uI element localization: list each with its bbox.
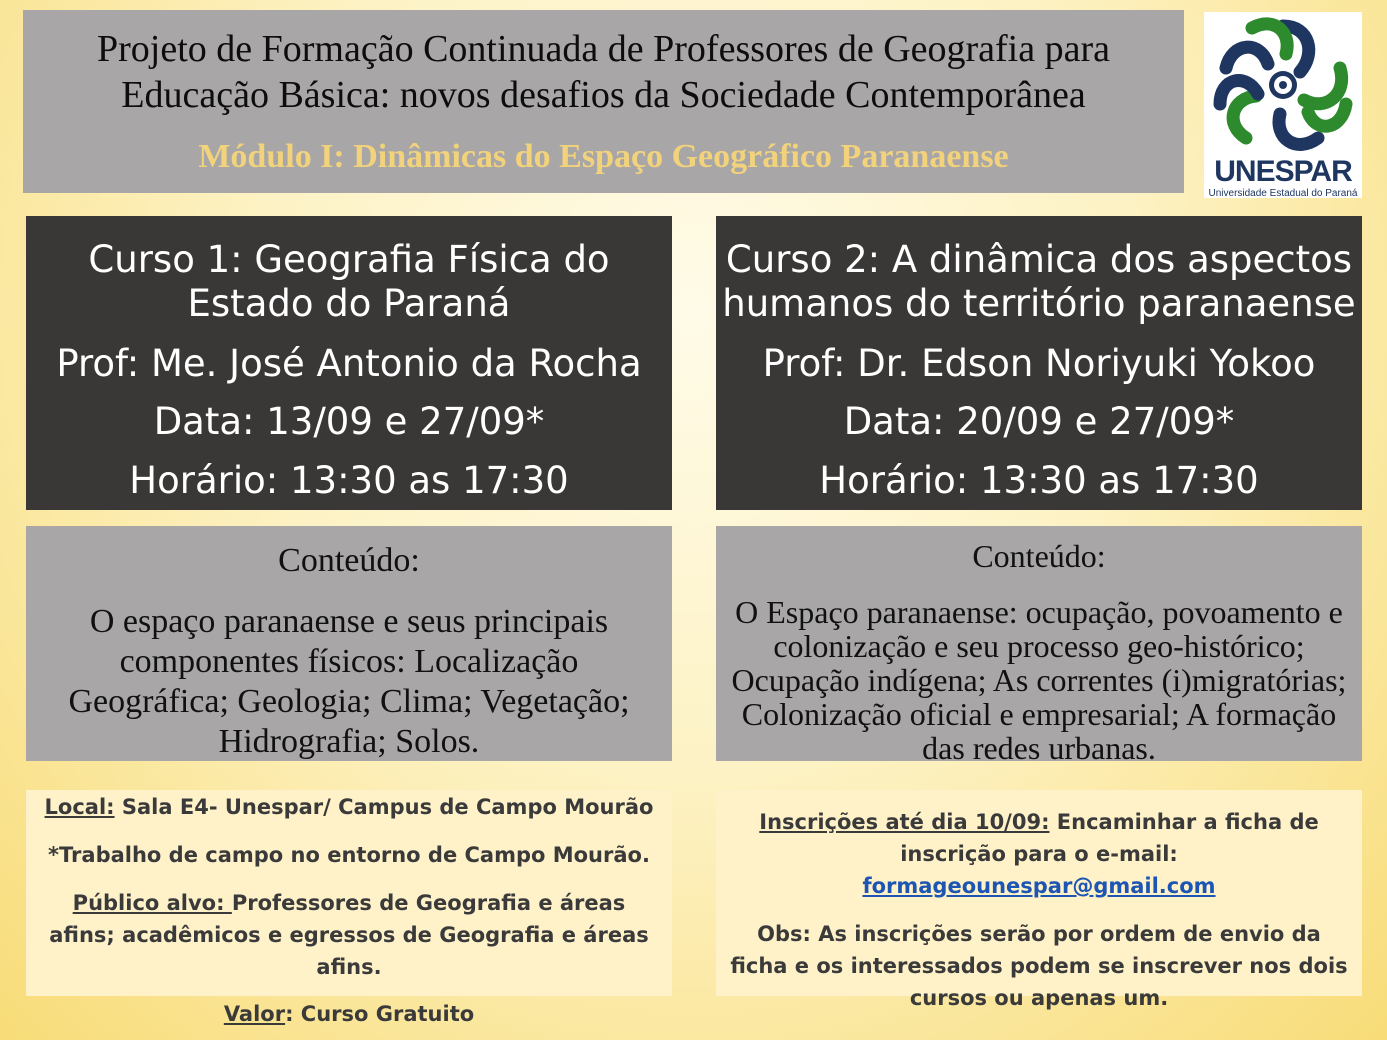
valor-label: Valor <box>223 1002 286 1026</box>
course-1-content-body: O espaço paranaense e seus principais componentes físicos: Localização Geográfica; Geologia; Clima; Vegetação; Hidrografia; Solos. <box>68 603 630 760</box>
course-1-card <box>26 216 672 510</box>
local-value: Sala E4- Unespar/ Campus de Campo Mourão <box>114 795 654 819</box>
inscricoes-value: Encaminhar a ficha de inscrição para o e-mail: <box>900 810 1319 866</box>
course-2-content <box>716 526 1362 766</box>
course-2-card <box>716 216 1362 510</box>
unespar-emblem-icon <box>1212 14 1354 156</box>
publico-line <box>26 887 672 983</box>
info-left-panel <box>26 790 672 1026</box>
info-right-panel <box>716 790 1362 1010</box>
inscricoes-label: Inscrições até dia 10/09: <box>759 810 1050 834</box>
module-title: Módulo I: Dinâmicas do Espaço Geográfico Paranaense <box>198 138 1009 175</box>
obs-text: Obs: As inscrições serão por ordem de envio da ficha e os interessados podem se inscrever nos dois cursos ou apenas um. <box>730 922 1348 1010</box>
publico-label: Público alvo: <box>72 891 232 915</box>
project-title-line1: Projeto de Formação Continuada de Professores de Geografia para <box>97 28 1110 70</box>
project-title-line2: Educação Básica: novos desafios da Sociedade Contemporânea <box>121 74 1086 116</box>
course-1-content-heading: Conteúdo: <box>278 542 420 579</box>
valor-line <box>26 998 672 1030</box>
course-2-content-heading: Conteúdo: <box>972 538 1106 574</box>
course-2-professor: Prof: Dr. Edson Noriyuki Yokoo <box>762 342 1316 385</box>
local-line <box>26 791 672 823</box>
course-1-date: Data: 13/09 e 27/09* <box>153 400 545 443</box>
course-1-title: Curso 1: Geografia Física do Estado do Paraná <box>88 238 610 325</box>
publico-value: Professores de Geografia e áreas afins; acadêmicos e egressos de Geografia e áreas afins. <box>49 891 649 979</box>
course-1-professor: Prof: Me. José Antonio da Rocha <box>56 342 642 385</box>
logo-name: UNESPAR <box>1214 155 1352 188</box>
project-title <box>23 10 1184 118</box>
course-2-time: Horário: 13:30 as 17:30 <box>819 459 1259 502</box>
header-banner <box>23 10 1184 193</box>
valor-value: : Curso Gratuito <box>285 1002 475 1026</box>
inscricoes-line <box>716 806 1362 902</box>
logo-subtitle: Universidade Estadual do Paraná <box>1208 188 1358 199</box>
email-link[interactable]: formageounespar@gmail.com <box>862 874 1216 898</box>
unespar-logo <box>1204 12 1362 198</box>
course-2-date: Data: 20/09 e 27/09* <box>843 400 1235 443</box>
local-label: Local: <box>44 795 115 819</box>
course-1-content <box>26 526 672 761</box>
field-note: *Trabalho de campo no entorno de Campo Mourão. <box>48 843 650 867</box>
course-2-content-body: O Espaço paranaense: ocupação, povoamento e colonização e seu processo geo-histórico; Ocupação indígena; As correntes (i)migratórias; Colonização oficial e empresarial; A formação das redes urbanas. <box>731 594 1347 766</box>
course-2-title: Curso 2: A dinâmica dos aspectos humanos do território paranaense <box>722 238 1356 325</box>
course-1-time: Horário: 13:30 as 17:30 <box>129 459 569 502</box>
